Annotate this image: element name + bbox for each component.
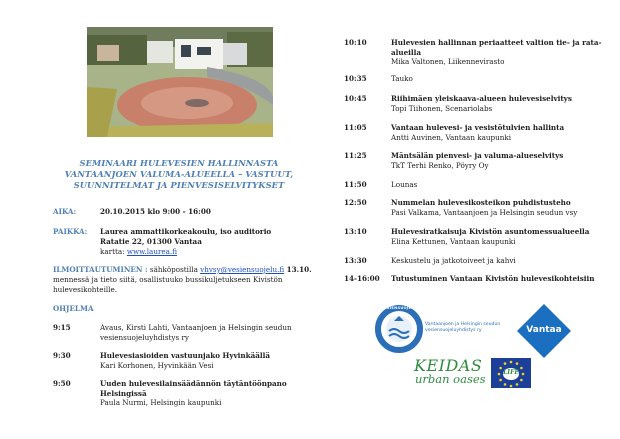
program-item-speaker: vesiensuojeluyhdistys ry	[100, 332, 189, 342]
ilmo-line-3: hulevesikohteille.	[53, 285, 117, 294]
program-time: 13:30	[344, 256, 367, 265]
program-item	[391, 180, 417, 190]
program-item	[391, 256, 516, 266]
ilmoittautuminen-row	[53, 265, 312, 275]
paikka-label: PAIKKA:	[53, 227, 88, 236]
ilmo-deadline: 13.10.	[284, 265, 312, 274]
title-line-3: SUUNNITELMAT JA PIENVESISELVITYKSET	[73, 180, 285, 190]
program-time: 11:50	[344, 180, 367, 189]
program-item-speaker: Antti Auvinen, Vantaan kaupunki	[391, 132, 512, 142]
email-link[interactable]: vhvsy@vesiensuojelu.fi	[200, 265, 285, 274]
ohjelma-label: OHJELMA	[53, 304, 94, 313]
title-line-2: VANTAANJOEN VALUMA-ALUEELLA – VASTUUT,	[64, 169, 294, 179]
program-item	[100, 323, 292, 342]
program-time: 14-16:00	[344, 274, 380, 283]
keidas-wordmark: KEIDAS	[414, 356, 483, 375]
paikka-row	[53, 227, 87, 237]
program-item	[391, 94, 572, 113]
program-item-speaker: Mika Valtonen, Liikennevirasto	[391, 57, 505, 67]
kartta-label: kartta:	[100, 247, 127, 256]
vhvsy-name-line-1: Vantaanjoen ja Helsingin seudun	[425, 322, 501, 327]
program-item-speaker: Topi Tiihonen, Scenariolabs	[391, 103, 493, 113]
urban-oases-wordmark: urban oases	[415, 372, 486, 386]
aika-row	[53, 207, 76, 217]
program-item	[100, 379, 287, 408]
program-item-title: Tutustuminen Vantaan Kivistön hulevesikohteisiin	[391, 274, 595, 283]
paikka-line-2: Ratatie 22, 01300 Vantaa	[100, 237, 202, 246]
seminar-title	[54, 158, 304, 191]
vantaa-wordmark: Vantaa	[526, 325, 562, 335]
program-item	[391, 274, 594, 284]
program-item-title: Nummelan hulevesikosteikon puhdistusteho	[391, 198, 571, 207]
vantaa-logo	[516, 303, 572, 359]
ilmo-label: ILMOITTAUTUMINEN :	[53, 265, 148, 274]
program-time: 13:10	[344, 227, 367, 236]
program-item-title-cont: Helsingissä	[100, 388, 147, 398]
program-item	[391, 123, 564, 142]
title-line-1: SEMINAARI HULEVESIEN HALLINNASTA	[79, 158, 279, 168]
program-item-title: Keskustelu ja jatkotoiveet ja kahvi	[391, 256, 516, 265]
program-item-title: Tauko	[391, 74, 413, 83]
kartta-row	[100, 247, 177, 257]
program-time: 11:05	[344, 123, 367, 132]
program-item	[391, 74, 413, 84]
program-item-title: Uuden hulevesilainsäädännön täytäntöönpano	[100, 379, 287, 388]
program-item	[391, 151, 563, 170]
program-item-title: Hulevesiratkaisuja Kivistön asuntomessualueella	[391, 227, 590, 236]
program-item	[100, 351, 270, 370]
program-item	[391, 38, 602, 67]
program-time: 10:45	[344, 94, 367, 103]
program-item-title: Hulevesiasioiden vastuunjako Hyvinkäällä	[100, 351, 271, 360]
program-time: 10:10	[344, 38, 367, 47]
program-item-speaker: Paula Nurmi, Helsingin kaupunki	[100, 398, 222, 408]
paikka-line-1: Laurea ammattikorkeakoulu, iso auditorio	[100, 227, 272, 236]
keidas-logo	[414, 358, 488, 392]
program-item-title: Vantaan hulevesi- ja vesistötulvien hallinta	[391, 123, 565, 132]
vhvsy-name	[425, 322, 500, 334]
program-item-title: Riihimäen yleiskaava-alueen hulevesiselvitys	[391, 94, 572, 103]
program-time: 12:50	[344, 198, 367, 207]
program-time: 10:35	[344, 74, 367, 83]
program-time: 9:50	[53, 379, 71, 388]
laurea-link[interactable]: www.laurea.fi	[126, 247, 178, 256]
aika-label: AIKA:	[53, 207, 77, 216]
program-time: 9:15	[53, 323, 71, 332]
vhvsy-logo	[375, 305, 515, 353]
program-item-speaker: Pasi Valkama, Vantaanjoen ja Helsingin seudun vsy	[391, 207, 578, 217]
program-item-title: Mäntsälän pienvesi- ja valuma-alueselvitys	[391, 151, 564, 160]
vhvsy-name-line-2: vesiensuojeluyhdistys ry	[425, 328, 482, 333]
program-item-title-cont: alueilla	[391, 47, 422, 57]
program-item-speaker: Kari Korhonen, Hyvinkään Vesi	[100, 360, 214, 370]
program-item-title: Lounas	[391, 180, 418, 189]
program-time: 9:30	[53, 351, 71, 360]
eu-life-logo	[491, 358, 531, 388]
vhvsy-ring-text: VESIENSUOJELU	[381, 306, 417, 310]
ilmo-text-1: sähköpostilla	[147, 265, 201, 274]
program-item	[391, 198, 577, 217]
landscape-photo	[87, 27, 273, 137]
ohjelma-row	[53, 304, 94, 314]
aika-value: 20.10.2015 klo 9:00 - 16:00	[100, 207, 211, 216]
program-item-title: Hulevesien hallinnan periaatteet valtion tie- ja rata-	[391, 38, 602, 47]
program-item-title: Avaus, Kirsti Lahti, Vantaanjoen ja Helsingin seudun	[100, 323, 292, 332]
ilmo-line-2: mennessä ja tieto siitä, osallistuuko bussikuljetukseen Kivistön	[53, 275, 283, 284]
program-item-speaker: Elina Kettunen, Vantaan kaupunki	[391, 236, 516, 246]
header-photo	[87, 27, 273, 137]
life-wordmark: LIFE	[503, 369, 519, 376]
program-item	[391, 227, 589, 246]
program-item-speaker: TkT Terhi Renko, Pöyry Oy	[391, 160, 489, 170]
program-time: 11:25	[344, 151, 367, 160]
